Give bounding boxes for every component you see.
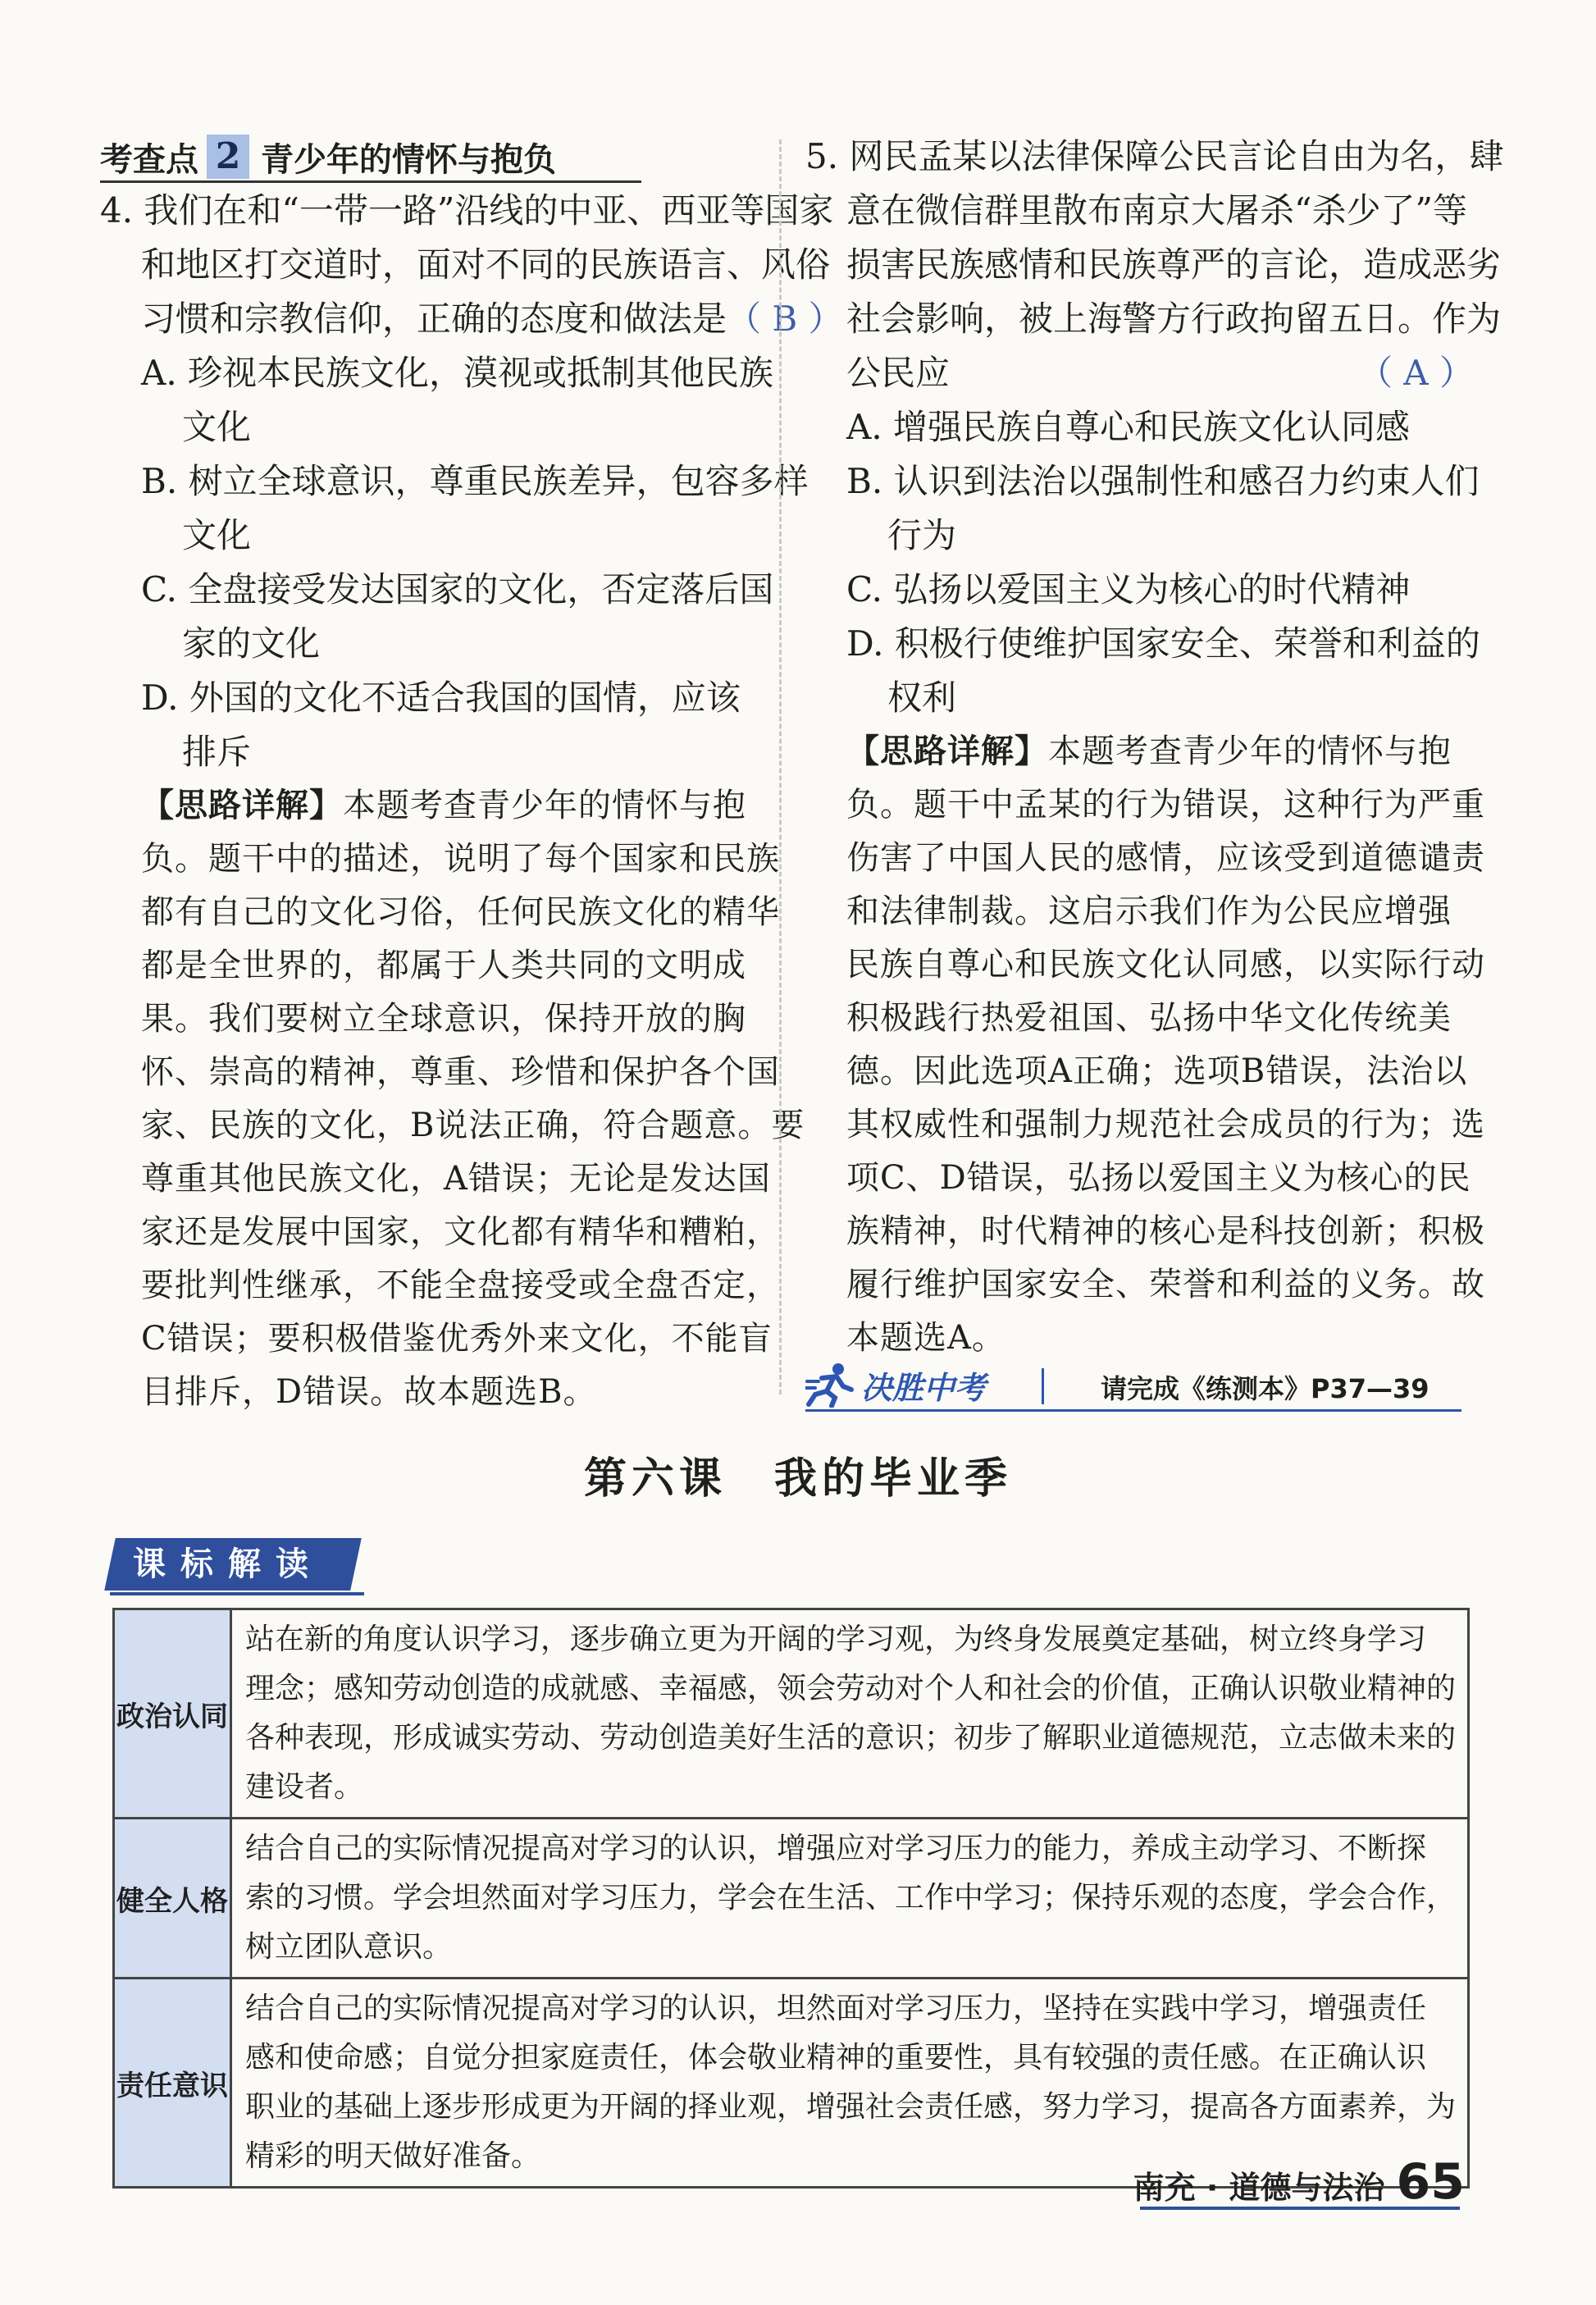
q4-option-b: B. 树立全球意识，尊重民族差异，包容多样 [141,461,809,501]
q4-option-d: D. 外国的文化不适合我国的国情，应该 [141,678,741,718]
exp-line: C错误；要积极借鉴优秀外来文化，不能盲 [141,1320,773,1358]
juesheng-underline [805,1409,1461,1412]
q4-option-a-cont: 文化 [182,407,252,447]
question-5 [805,130,1504,725]
runner-icon [805,1362,855,1408]
footer-text: 南充 · 道德与法治 [1133,2170,1385,2206]
q5-explanation [805,725,1485,1365]
question-4 [100,184,843,779]
exp-line: 和法律制裁。这启示我们作为公民应增强 [846,892,1452,930]
exp-line: 其权威性和强制力规范社会成员的行为；选 [846,1106,1485,1143]
q5-stem-line: 公民应 （ A ） [805,346,1474,400]
exp-line: 怀、崇高的精神，尊重、珍惜和保护各个国 [141,1053,780,1091]
q5-option-d: D. 积极行使维护国家安全、荣誉和利益的 [846,623,1480,664]
exp-line: 【思路详解】本题考查青少年的情怀与抱 [141,787,746,824]
q5-stem-line: 意在微信群里散布南京大屠杀“杀少了”等 [846,190,1467,230]
q5-stem-line: 社会影响，被上海警方行政拘留五日。作为 [846,299,1502,339]
q4-option-a: A. 珍视本民族文化，漠视或抵制其他民族 [141,353,774,393]
kaochadian-number: 2 [207,135,249,179]
exp-line: 【思路详解】本题考查青少年的情怀与抱 [846,733,1452,770]
juesheng-logo [805,1362,986,1408]
row-label: 健全人格 [114,1819,231,1979]
q5-option-d-cont: 权利 [887,678,957,718]
q5-option-b: B. 认识到法治以强制性和感召力约束人们 [846,461,1480,501]
lesson-title: 第六课 我的毕业季 [583,1454,1012,1504]
row-body: 站在新的角度认识学习，逐步确立更为开阔的学习观，为终身发展奠定基础，树立终身学习 理念；感知劳动创造的成就感、幸福感，领会劳动对个人和社会的价值，正确认识敬业精神的 各种表现，形成诚实劳动、劳动创造美好生活的意识；初步了解职业道德规范，立志做未来的 建设者。 [230,1609,1468,1819]
table-row [114,1819,1469,1979]
q4-option-c: C. 全盘接受发达国家的文化，否定落后国 [141,569,774,609]
q5-option-b-cont: 行为 [887,515,957,555]
table-row [114,1609,1469,1819]
juesheng-task: 请完成《练测本》P37—39 [1101,1373,1430,1404]
column-divider [779,139,782,1394]
exp-line: 族精神，时代精神的核心是科技创新；积极 [846,1212,1485,1250]
exp-line: 德。因此选项A正确；选项B错误，法治以 [846,1052,1468,1090]
q4-stem-line: 4. 我们在和“一带一路”沿线的中亚、西亚等国家 [100,190,834,230]
exp-line: 尊重其他民族文化，A错误；无论是发达国 [141,1160,771,1198]
row-label: 政治认同 [114,1609,231,1819]
page-number: 65 [1396,2153,1465,2211]
q5-stem-line: 损害民族感情和民族尊严的言论，造成恶劣 [846,244,1502,285]
juesheng-strip [805,1362,1461,1411]
exp-line: 履行维护国家安全、荣誉和利益的义务。故 [846,1266,1485,1303]
juesheng-separator [1042,1368,1044,1404]
row-body: 结合自己的实际情况提高对学习的认识，增强应对学习压力的能力，养成主动学习、不断探 索的习惯。学会坦然面对学习压力，学会在生活、工作中学习；保持乐观的态度，学会合作， 树立团队意识。 [230,1819,1468,1979]
q4-stem-line: 习惯和宗教信仰，正确的态度和做法是（ B ） [141,299,843,339]
kebiao-table [112,1608,1470,2189]
exp-line: 民族自尊心和民族文化认同感，以实际行动 [846,946,1485,984]
row-body: 结合自己的实际情况提高对学习的认识，坦然面对学习压力，坚持在实践中学习，增强责任 感和使命感；自觉分担家庭责任，体会敬业精神的重要性，具有较强的责任感。在正确认识 职业的基础上逐步形成更为开阔的择业观，增强社会责任感，努力学习，提高各方面素养，为 精彩的明天做好准备。 [230,1979,1468,2188]
exp-line: 家、民族的文化，B说法正确，符合题意。要 [141,1107,805,1144]
q5-option-c: C. 弘扬以爱国主义为核心的时代精神 [846,569,1411,609]
exp-line: 伤害了中国人民的感情，应该受到道德谴责 [846,839,1485,877]
exp-line: 家还是发展中国家，文化都有精华和糟粕， [141,1213,780,1251]
kaochadian-label: 考查点 [100,140,198,179]
jiexi-tag: 【思路详解】 [846,733,1048,770]
exp-line: 要批判性继承，不能全盘接受或全盘否定， [141,1267,780,1304]
q4-option-c-cont: 家的文化 [182,623,321,664]
right-column [805,130,1504,1365]
exp-line: 项C、D错误，弘扬以爱国主义为核心的民 [846,1159,1471,1197]
q5-stem-line: 5. 网民孟某以法律保障公民言论自由为名，肆 [805,136,1504,176]
exp-line: 都有自己的文化习俗，任何民族文化的精华 [141,893,780,931]
row-label: 责任意识 [114,1979,231,2188]
q5-answer: （ A ） [1357,353,1474,393]
exp-line: 负。题干中的描述，说明了每个国家和民族 [141,840,780,878]
footer-underline [1140,2207,1460,2210]
q4-option-d-cont: 排斥 [182,732,252,772]
kaochadian-title: 青少年的情怀与抱负 [261,140,556,179]
exp-line: 果。我们要树立全球意识，保持开放的胸 [141,1000,746,1038]
kaochadian-header [100,130,756,184]
page-footer [1133,2153,1465,2211]
kebiao-banner-line [110,1592,364,1595]
juesheng-logo-text: 决胜中考 [861,1369,987,1406]
exp-line: 都是全世界的，都属于人类共同的文明成 [141,947,746,984]
q4-option-b-cont: 文化 [182,515,252,555]
kaochadian-underline [100,180,641,183]
exp-line: 负。题干中孟某的行为错误，这种行为严重 [846,786,1485,824]
q4-explanation [100,779,805,1419]
exp-line: 目排斥，D错误。故本题选B。 [141,1373,597,1411]
jiexi-tag: 【思路详解】 [141,787,343,824]
exp-line: 本题选A。 [846,1319,1005,1357]
q4-answer: （ B ） [727,299,843,339]
exp-line: 积极践行热爱祖国、弘扬中华文化传统美 [846,999,1452,1037]
left-column [100,130,843,1419]
kebiao-banner: 课标解读 [104,1538,362,1591]
q5-option-a: A. 增强民族自尊心和民族文化认同感 [846,407,1411,447]
q4-stem-line: 和地区打交道时，面对不同的民族语言、风俗 [141,244,831,285]
